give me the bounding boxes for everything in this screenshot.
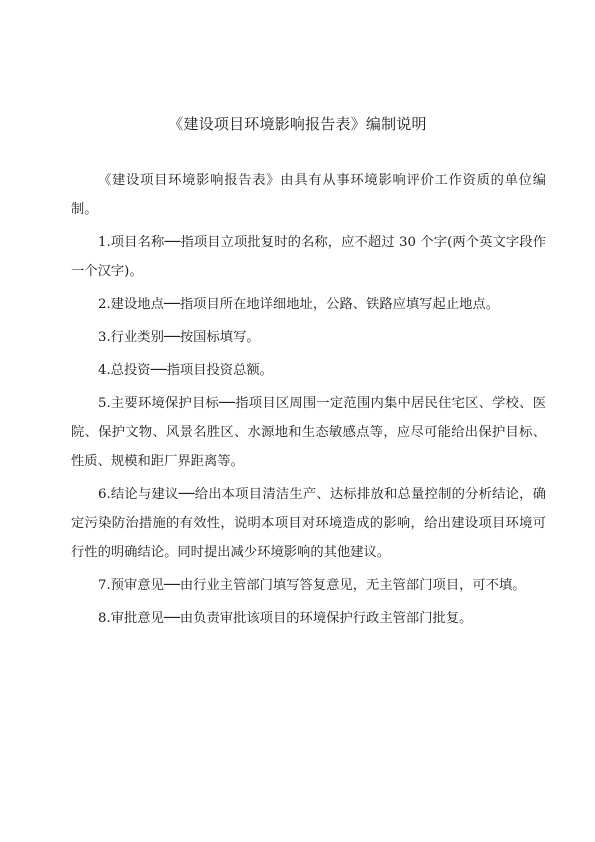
- paragraph-construction-location: 2.建设地点──指项目所在地详细地址，公路、铁路应填写起止地点。: [98, 297, 500, 312]
- paragraph-conclusions: 6.结论与建议──给出本项目清洁生产、达标排放和总量控制的分析结论，确定污染防治措施的有效性，说明本项目对环境造成的影响，给出建设项目环境可行性的明确结论。同时提出减少环境影响的其他建议。: [71, 487, 546, 560]
- paragraph-approval-opinion: 8.审批意见──由负责审批该项目的环境保护行政主管部门批复。: [98, 611, 473, 626]
- document-title: 《建设项目环境影响报告表》编制说明: [168, 115, 427, 133]
- paragraph-total-investment: 4.总投资──指项目投资总额。: [98, 363, 273, 378]
- paragraph-preliminary-review: 7.预审意见──由行业主管部门填写答复意见，无主管部门项目，可不填。: [98, 578, 526, 593]
- paragraph-intro: 《建设项目环境影响报告表》由具有从事环境影响评价工作资质的单位编制。: [71, 173, 546, 217]
- paragraph-protection-targets: 5.主要环境保护目标──指项目区周围一定范围内集中居民住宅区、学校、医院、保护文物、风景名胜区、水源地和生态敏感点等，应尽可能给出保护目标、性质、规模和距厂界距离等。: [71, 396, 546, 469]
- paragraph-project-name: 1.项目名称──指项目立项批复时的名称，应不超过 30 个字(两个英文字段作一个汉字)。: [71, 235, 546, 279]
- document-body: [71, 166, 546, 637]
- paragraph-industry-category: 3.行业类别──按国标填写。: [98, 330, 260, 345]
